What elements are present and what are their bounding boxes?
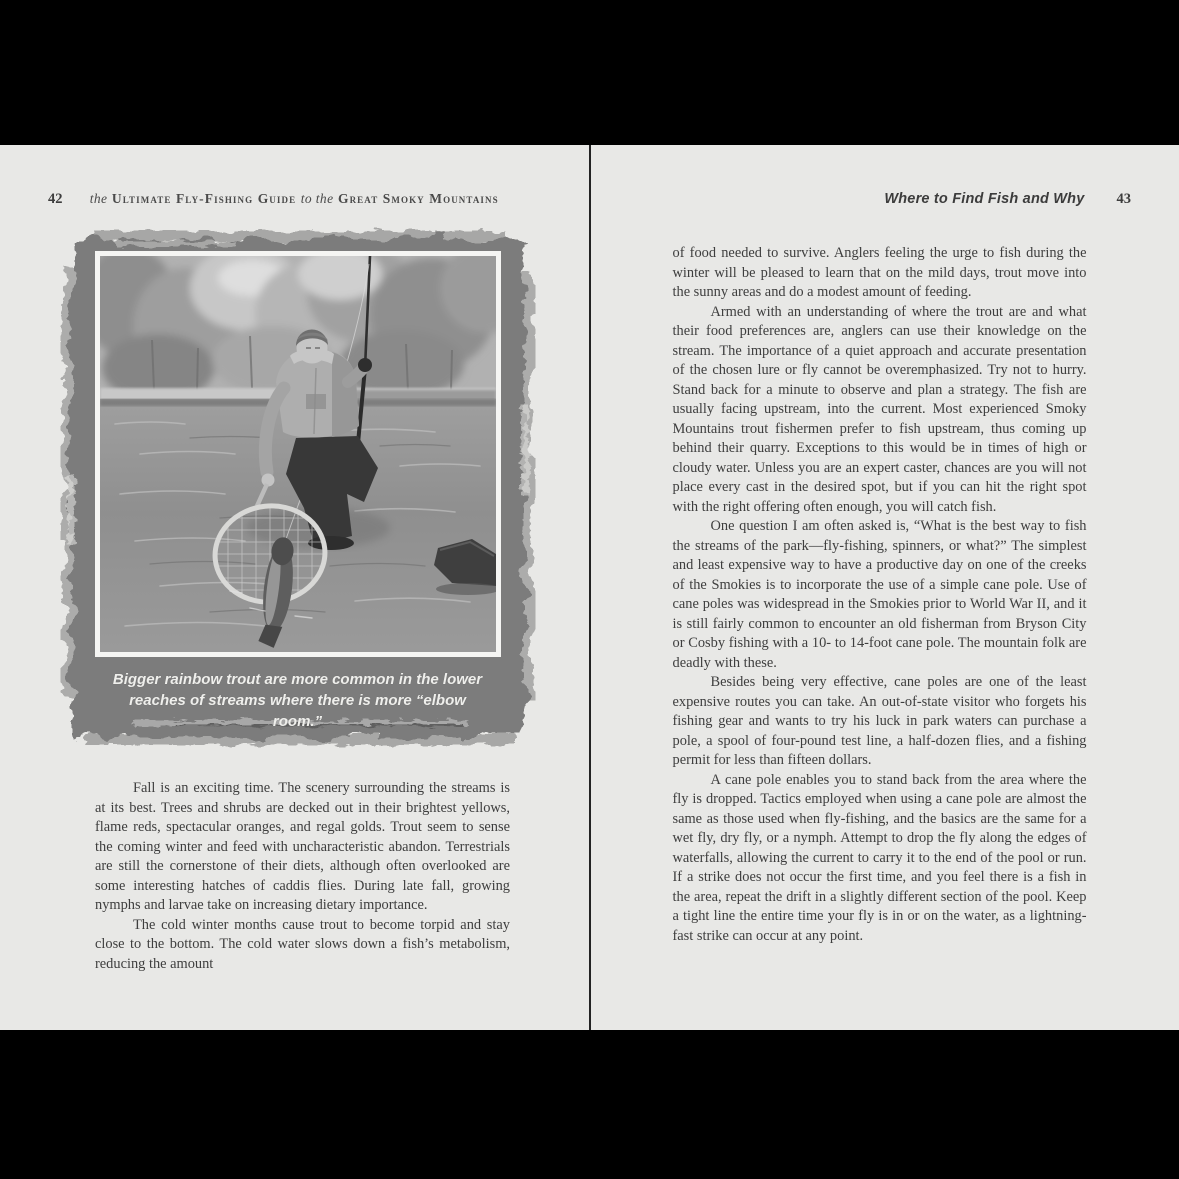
running-title-part2: Great Smoky Mountains [337,191,499,206]
photo-frame [55,225,540,752]
fisherman-head [296,330,328,364]
left-page-body [95,779,510,974]
left-page [0,145,591,1030]
page-number-left: 42 [48,191,63,207]
page-number-right: 43 [1116,191,1131,207]
photo-caption-line2: reaches of streams where there is more “elbow room.” [129,692,466,730]
body-paragraph: of food needed to survive. Anglers feeling the urge to fish during the winter will be pleased to learn that on the mild days, trout move into the sunny areas and do a modest amount of feeding. [672,245,1087,300]
body-paragraph: A cane pole enables you to stand back from the area where the fly is dropped. Tactics employed when using a cane pole are almost the same as those used when fly-fishing, and the basics are the same for a wet fly, dry fly, or a nymph. Attempt to drop the fly along the edges of waterfalls, allowing the current to carry it to the end of the pool or run. If a strike does not occur the first time, and you feel there is a fish in the area, repeat the drift in a slightly different section of the pool. Keep a tight line the entire time your fly is in or on the water, as a lightning-fast strike can occur at any point. [672,771,1087,944]
running-title-part1: Ultimate Fly-Fishing Guide [111,191,297,206]
chapter-title: Where to Find Fish and Why [884,191,1085,207]
left-page-header [0,191,589,211]
fisherman-photo [100,256,496,652]
letterbox-top [0,0,1179,145]
photo-caption [103,669,492,732]
body-paragraph: The cold winter months cause trout to become torpid and stay close to the bottom. The cold water slows down a fish’s metabolism, reducing the amount [95,916,510,972]
running-title [0,191,589,207]
body-paragraph: Fall is an exciting time. The scenery surrounding the streams is at its best. Trees and shrubs are decked out in their brightest yellows, flame reds, spectacular oranges, and regal golds. Trout seem to sense the coming winter and feed with uncharacteristic abandon. Terrestrials are still the cornerstone of their diets, although often overlooked are some interesting hatches of caddis flies. During late fall, growing nymphs and larvae take on increasing dietary importance. [95,780,510,913]
running-title-mid: to the [300,191,334,206]
body-paragraph: Armed with an understanding of where the trout are and what their food preferences are, anglers can use their knowledge on the stream. The importance of a quiet approach and accurate presentation of the chosen lure or fly cannot be overemphasized. Try not to hurry. Stand back for a minute to observe and plan a strategy. The fish are usually facing upstream, into the current. Most experienced Smoky Mountains trout fishermen prefer to fish upstream, thus coming up behind their quarry. Exceptions to this would be in times of high or cloudy water. Unless you are an expert caster, chances are you will not place every cast in the desired spot, but if you can hit the right spot with the right offering often enough, you will catch fish. [672,303,1087,515]
right-page [591,145,1179,1030]
book-spread [0,145,1179,1030]
right-page-body [673,244,1087,946]
running-title-lead: the [89,191,108,206]
body-paragraph: Besides being very effective, cane poles are one of the least expensive routes you can take. An out-of-state visitor who forgets his fishing gear and wants to try his luck in park waters can purchase a pole, a spool of four-pound test line, a half-dozen flies, and a fishing permit for less than fifteen dollars. [672,674,1087,768]
right-page-header [591,191,1179,211]
letterbox-bottom [0,1030,1179,1179]
gripping-hand [358,358,372,372]
photo-caption-line1: Bigger rainbow trout are more common in the lower [112,671,483,688]
body-paragraph: One question I am often asked is, “What is the best way to fish the streams of the park—fly-fishing, spinners, or what?” The simplest and least expensive way to have a productive day on one of the creeks of the Smokies is to incorporate the use of a simple cane pole. Use of cane poles was widespread in the Smokies prior to World War II, and it is still fairly common to encounter an old fisherman from Bryson City or Cosby fishing with a 10- to 14-foot cane pole. The mountain folk are deadly with these. [672,518,1087,671]
